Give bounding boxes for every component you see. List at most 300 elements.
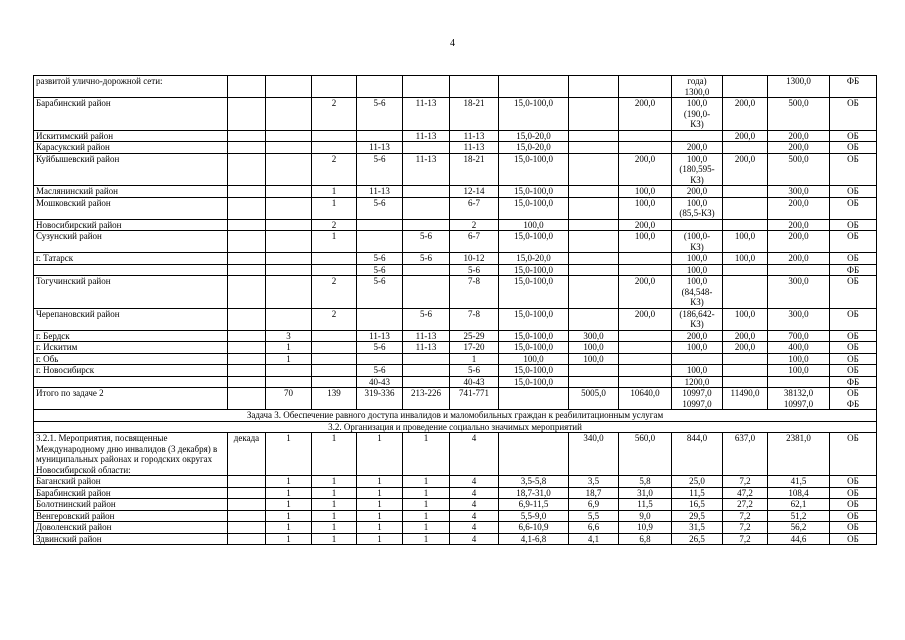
table-cell: [312, 342, 357, 354]
table-cell: 1: [403, 476, 450, 488]
table-cell: 5-6: [450, 264, 499, 276]
table-cell: ОБ: [830, 510, 877, 522]
table-cell: 7,2: [723, 476, 768, 488]
table-cell: 26,5: [672, 533, 723, 545]
table-cell: [228, 522, 266, 534]
table-cell: [228, 153, 266, 186]
table-cell: [569, 142, 619, 154]
table-cell: [228, 186, 266, 198]
table-cell: [569, 264, 619, 276]
table-cell: 6,9: [569, 499, 619, 511]
table-row: [34, 533, 877, 545]
table-row: [34, 130, 877, 142]
table-cell: 1: [403, 499, 450, 511]
table-cell: 560,0: [619, 433, 672, 476]
table-cell: 1: [403, 533, 450, 545]
table-cell: 400,0: [768, 342, 830, 354]
table-cell: 1: [312, 197, 357, 219]
table-cell: 1: [403, 510, 450, 522]
table-cell: 15,0-20,0: [499, 142, 569, 154]
table-cell: 15,0-100,0: [499, 231, 569, 253]
table-cell: ОБ: [830, 231, 877, 253]
table-row: [34, 476, 877, 488]
table-cell: 11-13: [403, 98, 450, 131]
table-cell: ОБ: [830, 499, 877, 511]
table-cell: 11-13: [450, 142, 499, 154]
table-cell: 100,0: [723, 231, 768, 253]
table-cell: 4: [450, 433, 499, 476]
table-cell: 11490,0: [723, 388, 768, 410]
table-cell: 31,5: [672, 522, 723, 534]
table-cell: 108,4: [768, 487, 830, 499]
table-cell: (186,642- КЗ): [672, 308, 723, 330]
table-cell: 15,0-100,0: [499, 197, 569, 219]
table-cell: 200,0: [723, 342, 768, 354]
table-cell: 100,0: [569, 342, 619, 354]
table-cell: ФБ: [830, 264, 877, 276]
table-cell: 1: [403, 487, 450, 499]
table-cell: 6,6-10,9: [499, 522, 569, 534]
table-cell: 5,8: [619, 476, 672, 488]
table-cell: [266, 231, 312, 253]
table-cell: ОБ: [830, 342, 877, 354]
table-row: [34, 433, 877, 476]
table-cell: 1: [312, 476, 357, 488]
table-cell: 1: [312, 510, 357, 522]
table-cell: [228, 264, 266, 276]
table-cell: 319-336: [357, 388, 403, 410]
table-cell: 15,0-100,0: [499, 308, 569, 330]
table-cell: 2: [312, 219, 357, 231]
table-cell: 5-6: [357, 342, 403, 354]
table-cell: ОБ: [830, 308, 877, 330]
table-cell: [228, 276, 266, 309]
table-cell: ФБ: [830, 376, 877, 388]
table-row: [34, 219, 877, 231]
table-row: [34, 276, 877, 309]
table-cell: ОБ: [830, 253, 877, 265]
table-cell: [266, 365, 312, 377]
table-cell: 200,0: [768, 219, 830, 231]
table-cell: [312, 76, 357, 98]
table-cell: [357, 76, 403, 98]
row-label: Сузунский район: [34, 231, 228, 253]
table-cell: [266, 186, 312, 198]
table-row: [34, 231, 877, 253]
row-label: г. Искитим: [34, 342, 228, 354]
table-cell: [266, 153, 312, 186]
table-cell: 5-6: [357, 253, 403, 265]
table-cell: [619, 130, 672, 142]
table-cell: ОБ: [830, 98, 877, 131]
row-label: Куйбышевский район: [34, 153, 228, 186]
table-cell: 1: [357, 499, 403, 511]
table-cell: [228, 510, 266, 522]
table-cell: 100,0: [723, 308, 768, 330]
table-cell: [403, 76, 450, 98]
table-cell: 6,6: [569, 522, 619, 534]
table-row: [34, 253, 877, 265]
table-cell: 100,0 (190,0- КЗ): [672, 98, 723, 131]
table-cell: ОБ: [830, 353, 877, 365]
table-cell: 15,0-100,0: [499, 330, 569, 342]
table-cell: 4: [450, 487, 499, 499]
table-cell: 5-6: [403, 308, 450, 330]
table-cell: 1: [266, 522, 312, 534]
table-cell: [723, 276, 768, 309]
table-cell: 2: [312, 153, 357, 186]
table-cell: 1: [357, 433, 403, 476]
page-number: 4: [450, 38, 455, 49]
table-cell: [569, 76, 619, 98]
table-cell: [228, 353, 266, 365]
table-cell: [403, 186, 450, 198]
row-label: г. Обь: [34, 353, 228, 365]
table-cell: [619, 365, 672, 377]
table-cell: [266, 98, 312, 131]
table-cell: [569, 376, 619, 388]
table-cell: 844,0: [672, 433, 723, 476]
table-cell: 200,0: [619, 153, 672, 186]
table-cell: 100,0: [619, 186, 672, 198]
table-cell: 10,9: [619, 522, 672, 534]
table-cell: 18-21: [450, 153, 499, 186]
table-cell: [403, 219, 450, 231]
table-cell: 47,2: [723, 487, 768, 499]
table-cell: 200,0: [672, 186, 723, 198]
table-cell: 1: [266, 487, 312, 499]
section-heading: Задача 3. Обеспечение равного доступа инвалидов и маломобильных граждан к реабилитационным услугам: [34, 410, 877, 422]
table-cell: ОБ: [830, 533, 877, 545]
table-cell: 100,0: [619, 231, 672, 253]
table-cell: [357, 219, 403, 231]
table-cell: 200,0: [619, 98, 672, 131]
table-row: [34, 308, 877, 330]
table-cell: 40-43: [450, 376, 499, 388]
table-cell: 18-21: [450, 98, 499, 131]
table-cell: 500,0: [768, 98, 830, 131]
table-cell: 1: [312, 433, 357, 476]
row-label: Искитимский район: [34, 130, 228, 142]
table-cell: 5-6: [357, 98, 403, 131]
table-cell: 1: [266, 533, 312, 545]
table-cell: [266, 197, 312, 219]
table-cell: ОБ: [830, 330, 877, 342]
section-row: [34, 410, 877, 422]
table-cell: декада: [228, 433, 266, 476]
table-cell: 15,0-100,0: [499, 276, 569, 309]
table-cell: [569, 153, 619, 186]
table-cell: 5-6: [450, 365, 499, 377]
table-cell: 10640,0: [619, 388, 672, 410]
table-cell: 1: [450, 353, 499, 365]
table-cell: 200,0: [768, 253, 830, 265]
table-cell: 7-8: [450, 276, 499, 309]
table-cell: 18,7-31,0: [499, 487, 569, 499]
table-row: [34, 510, 877, 522]
table-row: [34, 197, 877, 219]
table-row: [34, 186, 877, 198]
table-cell: 7,2: [723, 510, 768, 522]
table-cell: 100,0 (180,595- КЗ): [672, 153, 723, 186]
row-label: Здвинский район: [34, 533, 228, 545]
table-cell: 1: [312, 499, 357, 511]
table-cell: 100,0: [672, 253, 723, 265]
table-cell: [723, 142, 768, 154]
table-cell: [723, 76, 768, 98]
table-cell: 300,0: [768, 308, 830, 330]
table-cell: [312, 365, 357, 377]
table-cell: 4: [450, 499, 499, 511]
table-cell: 7-8: [450, 308, 499, 330]
table-cell: 100,0: [619, 197, 672, 219]
table-cell: 5-6: [357, 197, 403, 219]
table-cell: 100,0: [672, 264, 723, 276]
row-label: Венгеровский район: [34, 510, 228, 522]
table-cell: 200,0: [619, 308, 672, 330]
table-cell: [569, 219, 619, 231]
table-cell: [723, 365, 768, 377]
table-cell: [357, 308, 403, 330]
table-cell: ОБ: [830, 186, 877, 198]
table-cell: [266, 76, 312, 98]
table-cell: 300,0: [569, 330, 619, 342]
table-cell: [403, 276, 450, 309]
row-label: Мошковский район: [34, 197, 228, 219]
table-cell: 1: [403, 522, 450, 534]
table-cell: [768, 376, 830, 388]
table-cell: 7,2: [723, 533, 768, 545]
table-cell: 1: [357, 522, 403, 534]
table-cell: ОБ: [830, 365, 877, 377]
table-cell: [228, 98, 266, 131]
table-cell: 200,0: [723, 130, 768, 142]
table-cell: 3,5: [569, 476, 619, 488]
table-cell: 3: [266, 330, 312, 342]
table-cell: [228, 365, 266, 377]
table-cell: 1: [312, 186, 357, 198]
table-cell: 4,1: [569, 533, 619, 545]
table-row: [34, 365, 877, 377]
table-cell: 200,0: [672, 330, 723, 342]
table-cell: 5-6: [403, 231, 450, 253]
table-cell: 6,9-11,5: [499, 499, 569, 511]
table-cell: [672, 353, 723, 365]
table-cell: 100,0: [672, 342, 723, 354]
table-cell: 2: [312, 308, 357, 330]
table-cell: [619, 342, 672, 354]
table-cell: 5-6: [357, 153, 403, 186]
table-cell: 1: [266, 433, 312, 476]
row-label: Черепановский район: [34, 308, 228, 330]
table-cell: 15,0-100,0: [499, 98, 569, 131]
table-cell: [723, 353, 768, 365]
table-cell: 1300,0: [768, 76, 830, 98]
row-label: Карасукский район: [34, 142, 228, 154]
table-cell: 15,0-20,0: [499, 130, 569, 142]
table-cell: 12-14: [450, 186, 499, 198]
table-row: [34, 76, 877, 98]
table-cell: [619, 253, 672, 265]
table-cell: ОБ: [830, 153, 877, 186]
table-cell: 29,5: [672, 510, 723, 522]
table-cell: [569, 253, 619, 265]
table-cell: 11,5: [672, 487, 723, 499]
row-label: Итого по задаче 2: [34, 388, 228, 410]
table-cell: [569, 186, 619, 198]
table-cell: [619, 76, 672, 98]
table-cell: 44,6: [768, 533, 830, 545]
table-cell: [312, 253, 357, 265]
table-cell: 100,0 (85,5-КЗ): [672, 197, 723, 219]
table-cell: [619, 376, 672, 388]
table-cell: 6,8: [619, 533, 672, 545]
row-label: Новосибирский район: [34, 219, 228, 231]
table-cell: 41,5: [768, 476, 830, 488]
table-cell: 9,0: [619, 510, 672, 522]
table-cell: 340,0: [569, 433, 619, 476]
table-cell: ОБ ФБ: [830, 388, 877, 410]
row-label: развитой улично-дорожной сети:: [34, 76, 228, 98]
table-cell: 31,0: [619, 487, 672, 499]
table-cell: 5,5-9,0: [499, 510, 569, 522]
table-cell: [228, 388, 266, 410]
table-cell: 4: [450, 476, 499, 488]
table-cell: [312, 330, 357, 342]
table-cell: 5-6: [403, 253, 450, 265]
table-cell: 11-13: [403, 330, 450, 342]
table-cell: 300,0: [768, 276, 830, 309]
table-cell: 17-20: [450, 342, 499, 354]
table-cell: 25,0: [672, 476, 723, 488]
table-cell: 6-7: [450, 231, 499, 253]
table-cell: 5-6: [357, 276, 403, 309]
table-cell: 200,0: [619, 276, 672, 309]
table-row: [34, 342, 877, 354]
row-label: г. Бердск: [34, 330, 228, 342]
row-label: Болотнинский район: [34, 499, 228, 511]
table-cell: [228, 487, 266, 499]
table-cell: [312, 130, 357, 142]
table-cell: [228, 476, 266, 488]
table-cell: 200,0: [672, 142, 723, 154]
table-cell: 11-13: [357, 142, 403, 154]
table-cell: 6-7: [450, 197, 499, 219]
table-cell: ОБ: [830, 197, 877, 219]
table-cell: [228, 142, 266, 154]
table-cell: [228, 130, 266, 142]
table-cell: 15,0-20,0: [499, 253, 569, 265]
table-cell: 11,5: [619, 499, 672, 511]
table-cell: 200,0: [619, 219, 672, 231]
table-cell: [619, 264, 672, 276]
table-cell: 15,0-100,0: [499, 365, 569, 377]
table-cell: [672, 219, 723, 231]
program-table: [33, 75, 877, 545]
table-cell: [499, 388, 569, 410]
table-cell: 1: [266, 499, 312, 511]
table-cell: [266, 142, 312, 154]
table-cell: года) 1300,0: [672, 76, 723, 98]
table-cell: 38132,0 10997,0: [768, 388, 830, 410]
table-cell: 2: [312, 276, 357, 309]
table-cell: 4,1-6,8: [499, 533, 569, 545]
table-cell: ФБ: [830, 76, 877, 98]
row-label: 3.2.1. Мероприятия, посвященные Международному дню инвалидов (3 декабря) в муниципальных районах и городских округах Новосибирской области:: [34, 433, 228, 476]
table-cell: [228, 308, 266, 330]
table-cell: 11-13: [357, 186, 403, 198]
table-cell: 5,5: [569, 510, 619, 522]
table-cell: 2381,0: [768, 433, 830, 476]
table-cell: [569, 130, 619, 142]
table-cell: 1: [266, 342, 312, 354]
table-cell: [723, 186, 768, 198]
table-cell: 4: [450, 522, 499, 534]
table-cell: [266, 130, 312, 142]
table-cell: [228, 231, 266, 253]
table-cell: 56,2: [768, 522, 830, 534]
table-cell: 213-226: [403, 388, 450, 410]
row-label: Баганский район: [34, 476, 228, 488]
table-row: [34, 522, 877, 534]
table-cell: 139: [312, 388, 357, 410]
table-cell: [569, 365, 619, 377]
table-cell: 100,0: [499, 219, 569, 231]
table-cell: 1200,0: [672, 376, 723, 388]
table-cell: [499, 76, 569, 98]
table-cell: 200,0: [723, 330, 768, 342]
table-cell: 1: [357, 533, 403, 545]
section-row: [34, 421, 877, 433]
table-cell: [312, 353, 357, 365]
table-cell: 200,0: [768, 130, 830, 142]
table-cell: [450, 76, 499, 98]
table-cell: ОБ: [830, 433, 877, 476]
table-cell: [266, 264, 312, 276]
table-cell: 1: [403, 433, 450, 476]
table-cell: 62,1: [768, 499, 830, 511]
table-cell: [569, 197, 619, 219]
table-row: [34, 98, 877, 131]
section-heading: 3.2. Организация и проведение социально значимых мероприятий: [34, 421, 877, 433]
table-cell: [499, 433, 569, 476]
table-row: [34, 376, 877, 388]
table-cell: 1: [312, 487, 357, 499]
table-cell: [723, 264, 768, 276]
table-cell: [723, 197, 768, 219]
table-cell: [403, 376, 450, 388]
table-cell: 100,0: [768, 353, 830, 365]
table-cell: [619, 330, 672, 342]
table-cell: [228, 342, 266, 354]
table-cell: 27,2: [723, 499, 768, 511]
table-cell: [723, 219, 768, 231]
table-cell: 1: [266, 353, 312, 365]
table-cell: 15,0-100,0: [499, 186, 569, 198]
row-label: Доволенский район: [34, 522, 228, 534]
table-body: [34, 76, 877, 545]
table-cell: 200,0: [768, 142, 830, 154]
table-cell: [619, 353, 672, 365]
table-cell: 100,0 (84,548- КЗ): [672, 276, 723, 309]
table-row: [34, 388, 877, 410]
table-cell: 5-6: [357, 264, 403, 276]
table-cell: [266, 308, 312, 330]
table-row: [34, 264, 877, 276]
row-label: Маслянинский район: [34, 186, 228, 198]
table-cell: [403, 197, 450, 219]
table-cell: 5005,0: [569, 388, 619, 410]
